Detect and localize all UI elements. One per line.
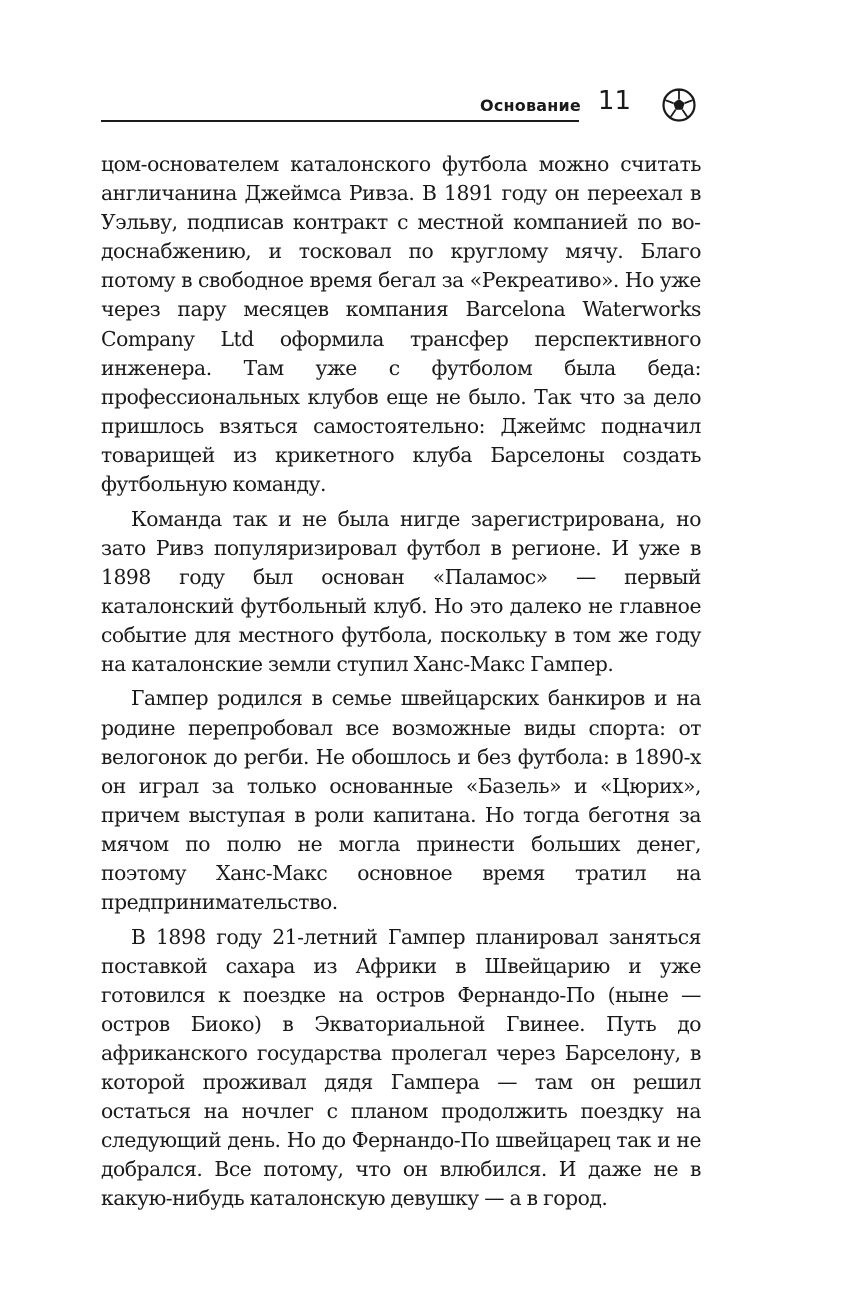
section-title: Основание bbox=[480, 96, 581, 115]
body-text bbox=[101, 150, 701, 1219]
header-rule bbox=[101, 120, 579, 122]
running-header bbox=[101, 80, 701, 126]
paragraph-4: В 1898 году 21-летний Гампер планировал заняться поставкой сахара из Африки в Швейцарию и уже готовился к поездке на остров Фернандо-По (ныне — остров Биоко) в Экваториальной Гвинее. Путь до африканского государства пролегал через Барселону, в которой проживал дядя Гампера — там он решил остаться на ночлег с планом продолжить поездку на следующий день. Но до Фернандо-По швейцарец так и не добрался. Все потому, что он влюбился. И даже не в какую-нибудь каталонскую девушку — а в город. bbox=[101, 924, 701, 1211]
page-number: 11 bbox=[597, 86, 631, 116]
soccer-ball-icon bbox=[662, 88, 696, 122]
paragraph-3: Гампер родился в семье швейцарских банкиров и на родине перепробовал все возможные виды спорта: от велогонок до регби. Не обошлось и без футбола: в 1890-х он играл за только основанные «Базель» и «Цюрих», причем выступая в роли капитана. Но тогда беготня за мячом по полю не могла принести больших денег, поэтому Ханс-Макс основное время тратил на предпринимательство. bbox=[101, 686, 701, 915]
paragraph-1: цом-основателем каталонского футбола можно считать англичанина Джеймса Ривза. В 1891 году он переехал в Уэльву, подписав контракт с местной компанией по водоснабжению, и тосковал по круглому мячу. Благо потому в свободное время бегал за «Рекреативо». Но уже через пару месяцев компания Barcelona Waterworks Company Ltd оформила трансфер перспективного инженера. Там уже с футболом была беда: профессиональных клубов еще не было. Так что за дело пришлось взяться самостоятельно: Джеймс подначил товарищей из крикетного клуба Барселоны создать футбольную команду. bbox=[101, 152, 701, 497]
paragraph-2: Команда так и не была нигде зарегистрирована, но зато Ривз популяризировал футбол в регионе. И уже в 1898 году был основан «Паламос» — первый каталонский футбольный клуб. Но это далеко не главное событие для местного футбола, поскольку в том же году на каталонские земли ступил Ханс-Макс Гампер. bbox=[101, 506, 701, 676]
